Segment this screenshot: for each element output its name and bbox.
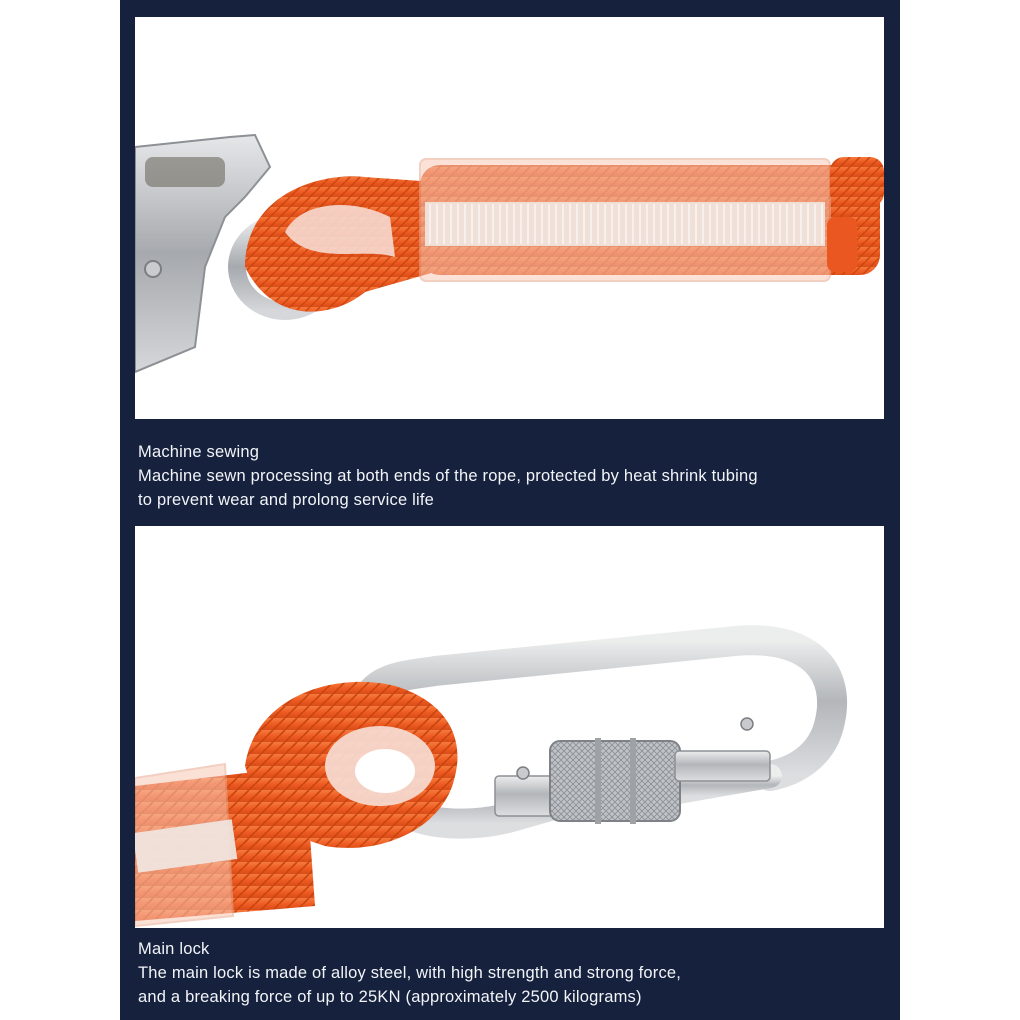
caption-line: and a breaking force of up to 25KN (approximately 2500 kilograms) — [138, 988, 642, 1006]
rope-and-hook-illustration — [135, 17, 884, 419]
caption-title: Machine sewing — [138, 443, 260, 461]
main-lock-caption — [138, 937, 878, 1009]
carabiner-illustration — [135, 526, 884, 928]
machine-sewing-photo — [135, 17, 884, 419]
caption-line: to prevent wear and prolong service life — [138, 491, 434, 509]
caption-title: Main lock — [138, 940, 210, 958]
caption-line: The main lock is made of alloy steel, with high strength and strong force, — [138, 964, 682, 982]
caption-line: Machine sewn processing at both ends of the rope, protected by heat shrink tubing — [138, 467, 758, 485]
machine-sewing-caption — [138, 440, 878, 512]
main-lock-photo — [135, 526, 884, 928]
